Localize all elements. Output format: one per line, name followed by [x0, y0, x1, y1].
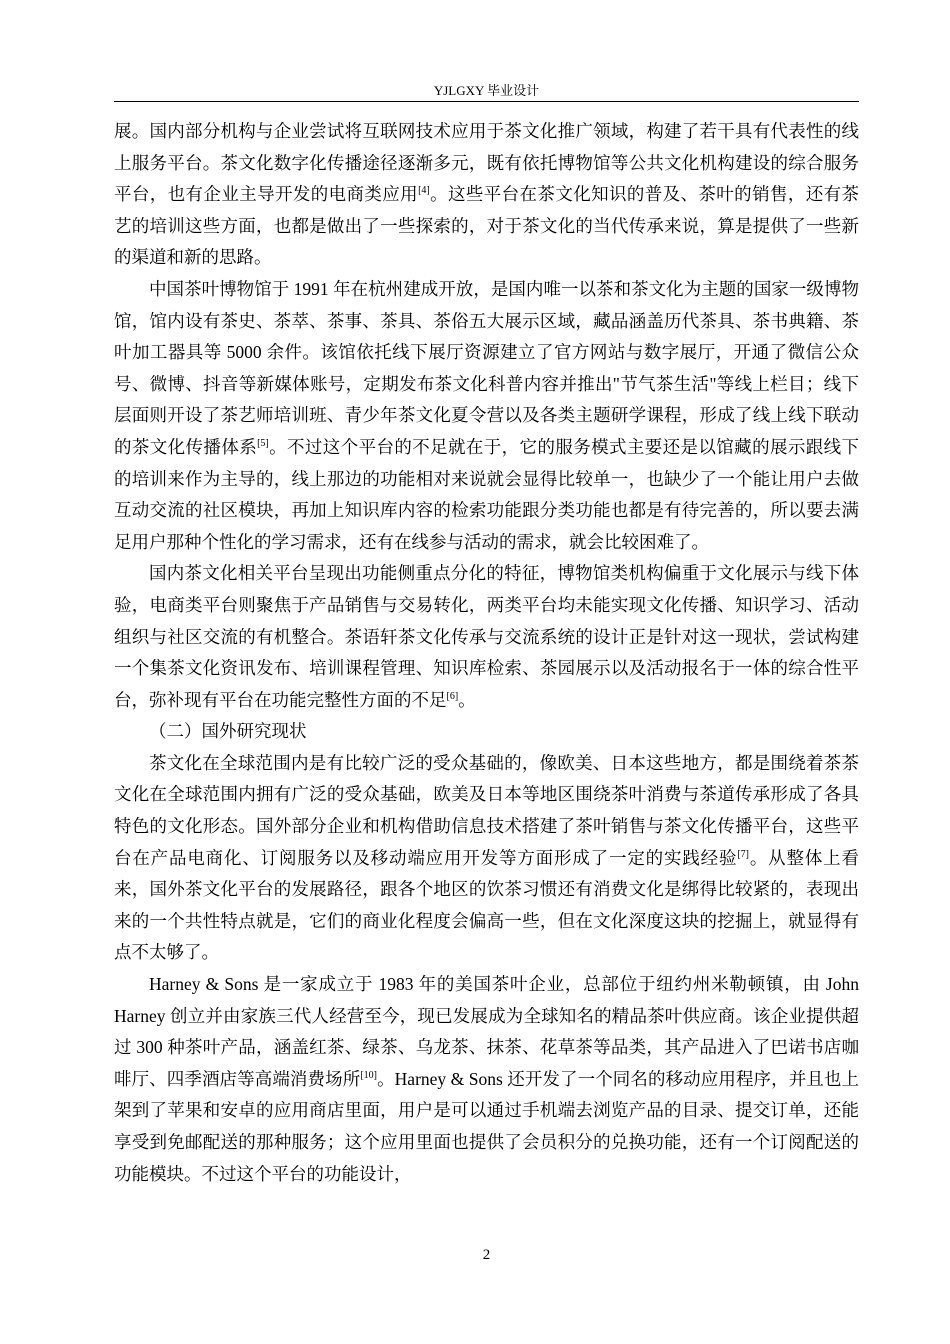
citation-4: [4] — [418, 185, 430, 197]
paragraph-1 — [114, 116, 859, 274]
paragraph-3-text: 国内茶文化相关平台呈现出功能侧重点分化的特征，博物馆类机构偏重于文化展示与线下体验，电商类平台则聚焦于产品销售与交易转化，两类平台均未能实现文化传播、知识学习、活动组织与社区交流的有机整合。茶语轩茶文化传承与交流系统的设计正是针对这一现状，尝试构建一个集茶文化资讯发布、培训课程管理、知识库检索、茶园展示以及活动报名于一体的综合性平台，弥补现有平台在功能完整性方面的不足 — [114, 563, 859, 710]
citation-6: [6] — [446, 690, 459, 702]
paragraph-4-text-cont: 。从整体上看来，国外茶文化平台的发展路径，跟各个地区的饮茶习惯还有消费文化是绑得比较紧的，表现出来的一个共性特点就是，它们的商业化程度会偏高一些，但在文化深度这块的挖掘上，就显得有点不太够了。 — [114, 847, 859, 963]
document-body — [114, 116, 859, 1190]
paragraph-2-text-cont: 。不过这个平台的不足就在于，它的服务模式主要还是以馆藏的展示跟线下的培训来作为主导的，线上那边的功能相对来说就会显得比较单一，也缺少了一个能让用户去做互动交流的社区模块，再加上知识库内容的检索功能跟分类功能也都是有待完善的，所以要去满足用户那种个性化的学习需求，还有在线参与活动的需求，就会比较困难了。 — [114, 436, 860, 552]
paragraph-3 — [114, 558, 859, 716]
paragraph-5-text-cont: 。Harney & Sons 还开发了一个同名的移动应用程序，并且也上架到了苹果和安卓的应用商店里面，用户是可以通过手机端去浏览产品的目录、提交订单，还能享受到免邮配送的那种服务；这个应用里面也提供了会员积分的兑换功能，还有一个订阅配送的功能模块。不过这个平台的功能设计， — [114, 1068, 860, 1184]
paragraph-5-text: Harney & Sons 是一家成立于 1983 年的美国茶叶企业，总部位于纽约州米勒顿镇，由 John Harney 创立并由家族三代人经营至今，现已发展成为全球知名的精品茶叶供应商。该企业提供超过 300 种茶叶产品，涵盖红茶、绿茶、乌龙茶、抹茶、花草茶等品类，其产品进入了巴诺书店咖啡厅、四季酒店等高端消费场所 — [114, 974, 859, 1089]
citation-7: [7] — [737, 848, 749, 860]
citation-10: [10] — [360, 1069, 377, 1081]
paragraph-5 — [114, 969, 859, 1190]
paragraph-3-text-cont: 。 — [458, 689, 476, 710]
paragraph-4-text: 茶文化在全球范围内是有比较广泛的受众基础的，像欧美、日本这些地方，都是围绕着茶茶文化在全球范围内拥有广泛的受众基础，欧美及日本等地区围绕茶叶消费与茶道传承形成了各具特色的文化形态。国外部分企业和机构借助信息技术搭建了茶叶销售与茶文化传播平台，这些平台在产品电商化、订阅服务以及移动端应用开发等方面形成了一定的实践经验 — [114, 752, 859, 868]
paragraph-2 — [114, 274, 859, 558]
page-number: 2 — [482, 1247, 491, 1263]
paragraph-1-text-cont: 。这些平台在茶文化知识的普及、茶叶的销售，还有茶艺的培训这些方面，也都是做出了一些探索的，对于茶文化的当代传承来说，算是提供了一些新的渠道和新的思路。 — [114, 184, 859, 268]
paragraph-2-text: 中国茶叶博物馆于 1991 年在杭州建成开放，是国内唯一以茶和茶文化为主题的国家一级博物馆，馆内设有茶史、茶萃、茶事、茶具、茶俗五大展示区域，藏品涵盖历代茶具、茶书典籍、茶叶加工器具等 5000 余件。该馆依托线下展厅资源建立了官方网站与数字展厅，开通了微信公众号、微博、抖音等新媒体账号，定期发布茶文化科普内容并推出"节气茶生活"等线上栏目；线下层面则开设了茶艺师培训班、青少年茶文化夏令营以及各类主题研学课程，形成了线上线下联动的茶文化传播体系 — [114, 278, 859, 457]
header-rule — [114, 101, 859, 102]
section-heading: （二）国外研究现状 — [149, 721, 307, 742]
citation-5: [5] — [257, 438, 269, 450]
paragraph-4 — [114, 748, 859, 969]
page-header: YJLGXY 毕业设计 — [433, 83, 540, 98]
paragraph-1-text: 展。国内部分机构与企业尝试将互联网技术应用于茶文化推广领域，构建了若干具有代表性的线上服务平台。茶文化数字化传播途径逐渐多元，既有依托博物馆等公共文化机构建设的综合服务平台，也有企业主导开发的电商类应用 — [114, 121, 859, 205]
